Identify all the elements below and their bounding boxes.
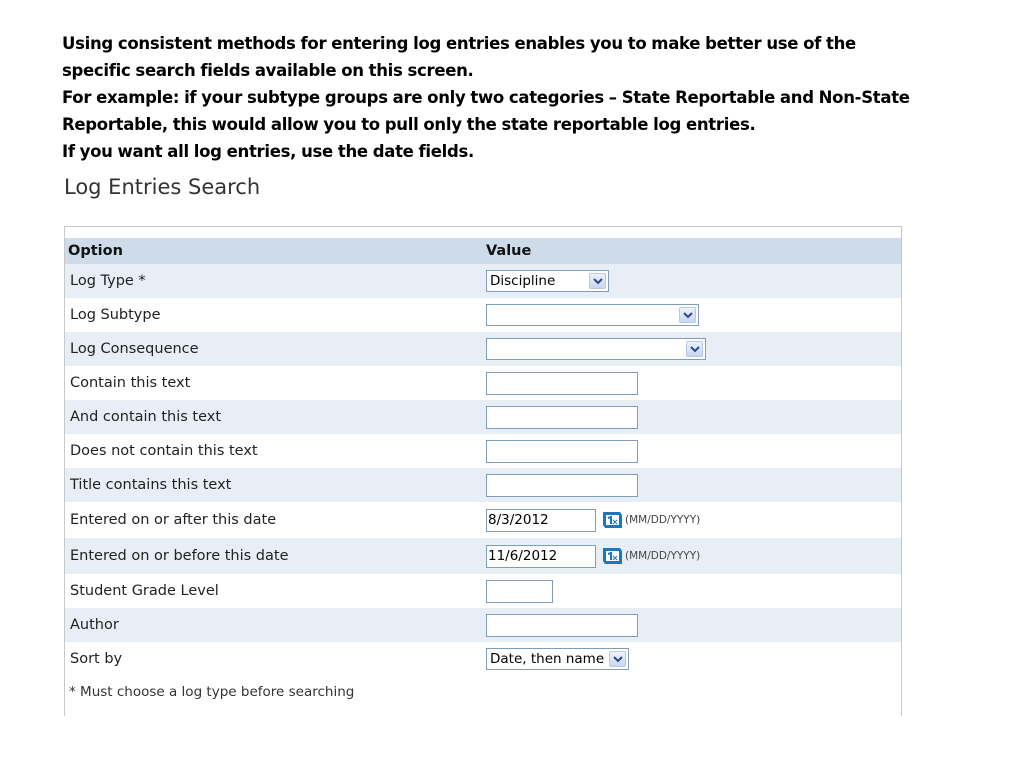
table-row <box>65 642 901 676</box>
chevron-down-icon[interactable] <box>589 273 606 289</box>
instructions-line: If you want all log entries, use the date fields. <box>62 142 475 161</box>
contain-text-input[interactable] <box>486 372 638 395</box>
search-form-panel <box>64 226 902 716</box>
log-subtype-select[interactable] <box>486 304 699 326</box>
calendar-icon[interactable] <box>600 509 624 531</box>
required-field-note: * Must choose a log type before searching <box>69 684 355 700</box>
instructions-line: For example: if your subtype groups are only two categories – State Reportable and Non-State <box>62 88 910 107</box>
table-row <box>65 332 901 366</box>
table-row <box>65 366 901 400</box>
table-row <box>65 538 901 574</box>
log-consequence-select[interactable] <box>486 338 706 360</box>
entered-before-date-input[interactable]: 11/6/2012 <box>486 545 596 568</box>
calendar-icon[interactable] <box>600 545 624 567</box>
panel-top-spacer <box>65 227 901 238</box>
log-subtype-label: Log Subtype <box>70 307 161 323</box>
entered-before-label: Entered on or before this date <box>70 548 289 564</box>
table-header-row <box>65 238 901 264</box>
value-column-header: Value <box>486 243 532 259</box>
chevron-down-icon[interactable] <box>679 307 696 323</box>
table-row <box>65 434 901 468</box>
instructions-line: Reportable, this would allow you to pull only the state reportable log entries. <box>62 115 756 134</box>
option-column-header: Option <box>68 243 123 259</box>
log-type-selected-value: Discipline <box>490 273 556 289</box>
table-row <box>65 608 901 642</box>
entered-after-label: Entered on or after this date <box>70 512 277 528</box>
contain-text-label: Contain this text <box>70 375 191 391</box>
sort-by-label: Sort by <box>70 651 123 667</box>
date-format-hint: (MM/DD/YYYY) <box>625 550 701 562</box>
title-contains-input[interactable] <box>486 474 638 497</box>
log-consequence-label: Log Consequence <box>70 341 199 357</box>
instructions-line: specific search fields available on this screen. <box>62 61 474 80</box>
grade-level-input[interactable] <box>486 580 553 603</box>
not-contain-text-input[interactable] <box>486 440 638 463</box>
table-row <box>65 502 901 538</box>
table-row <box>65 574 901 608</box>
table-row <box>65 298 901 332</box>
grade-level-label: Student Grade Level <box>70 583 219 599</box>
chevron-down-icon[interactable] <box>609 651 626 667</box>
page-title: Log Entries Search <box>64 175 261 199</box>
sort-by-selected-value: Date, then name <box>490 651 605 667</box>
title-contains-label: Title contains this text <box>70 477 232 493</box>
date-format-hint: (MM/DD/YYYY) <box>625 514 701 526</box>
chevron-down-icon[interactable] <box>686 341 703 357</box>
table-row <box>65 400 901 434</box>
not-contain-text-label: Does not contain this text <box>70 443 258 459</box>
table-row <box>65 264 901 298</box>
sort-by-select[interactable] <box>486 648 629 670</box>
author-label: Author <box>70 617 119 633</box>
log-type-select[interactable] <box>486 270 609 292</box>
log-type-label: Log Type * <box>70 273 146 289</box>
author-input[interactable] <box>486 614 638 637</box>
and-contain-text-label: And contain this text <box>70 409 222 425</box>
entered-after-date-input[interactable]: 8/3/2012 <box>486 509 596 532</box>
instructions-text <box>62 30 1002 165</box>
table-row <box>65 468 901 502</box>
and-contain-text-input[interactable] <box>486 406 638 429</box>
instructions-line: Using consistent methods for entering log entries enables you to make better use of the <box>62 34 856 53</box>
